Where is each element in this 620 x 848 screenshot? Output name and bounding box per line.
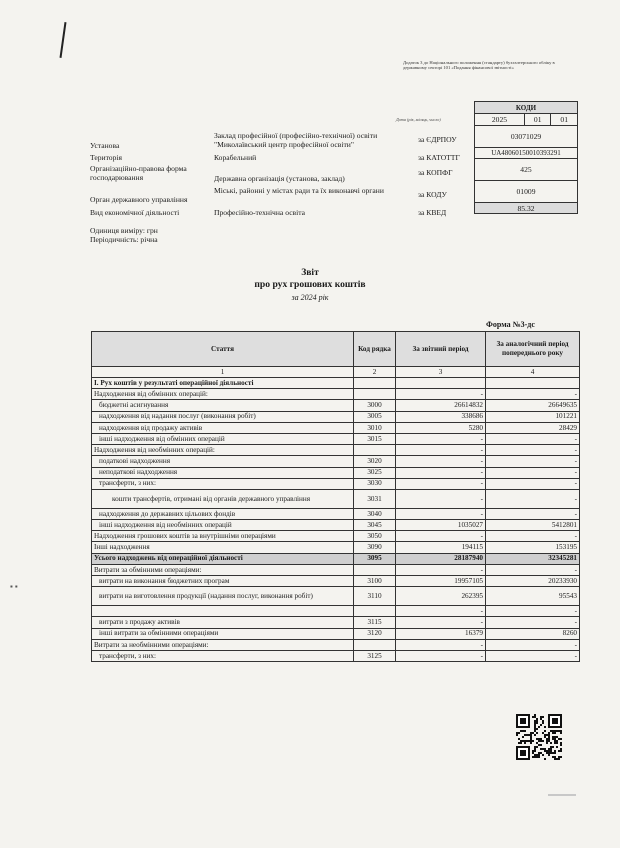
table-row: [92, 639, 580, 650]
col-number: 2: [354, 367, 396, 378]
row-code: [354, 378, 396, 389]
row-code: 3040: [354, 508, 396, 519]
table-row: [92, 606, 580, 617]
cash-flow-table: [91, 331, 579, 662]
table-row: [92, 587, 580, 606]
info-label: Орган державного управління: [90, 195, 188, 204]
table-row: [92, 628, 580, 639]
col-number: 1: [92, 367, 354, 378]
row-current-value: 19957105: [396, 576, 486, 587]
row-previous-value: -: [486, 478, 580, 489]
header-code: Код рядка: [354, 332, 396, 367]
row-code: [354, 606, 396, 617]
row-code: 3120: [354, 628, 396, 639]
table-row: [92, 467, 580, 478]
row-label: І. Рух коштів у результаті операційної діяльності: [92, 378, 354, 389]
date-year: 2025: [475, 114, 525, 126]
row-current-value: -: [396, 478, 486, 489]
row-code: [354, 445, 396, 456]
row-current-value: -: [396, 617, 486, 628]
codes-header: КОДИ: [475, 102, 578, 114]
row-code: 3005: [354, 411, 396, 422]
row-previous-value: -: [486, 650, 580, 661]
row-code: 3031: [354, 489, 396, 508]
table-row: [92, 456, 580, 467]
info-label: Установа: [90, 141, 120, 150]
row-label: інші витрати за обмінними операціями: [92, 628, 354, 639]
table-row: [92, 411, 580, 422]
code-edrpou: 03071029: [475, 126, 578, 148]
code-kopfg: 425: [475, 159, 578, 181]
code-kved: 85.32: [475, 203, 578, 214]
row-label: Усього надходжень від операційної діяльності: [92, 553, 354, 564]
row-code: 3000: [354, 400, 396, 411]
info-code-label: за КОПФГ: [418, 168, 453, 177]
row-code: [354, 389, 396, 400]
col-number: 4: [486, 367, 580, 378]
row-label: бюджетні асигнування: [92, 400, 354, 411]
row-current-value: -: [396, 508, 486, 519]
row-label: [92, 606, 354, 617]
info-code-label: за ЄДРПОУ: [418, 135, 457, 144]
table-row: [92, 576, 580, 587]
table-row: [92, 564, 580, 575]
row-current-value: -: [396, 531, 486, 542]
row-current-value: -: [396, 389, 486, 400]
table-header-row: [92, 332, 580, 367]
code-kodu: 01009: [475, 181, 578, 203]
report-title: Звіт: [301, 267, 319, 278]
report-subtitle: про рух грошових коштів: [254, 279, 366, 290]
row-code: 3090: [354, 542, 396, 553]
row-previous-value: -: [486, 639, 580, 650]
pen-mark: [60, 22, 67, 58]
column-number-row: [92, 367, 580, 378]
row-current-value: 194115: [396, 542, 486, 553]
codes-table: [474, 101, 578, 214]
info-value: Професійно-технічна освіта: [214, 208, 306, 217]
row-previous-value: 8260: [486, 628, 580, 639]
row-code: 3015: [354, 433, 396, 444]
row-previous-value: -: [486, 445, 580, 456]
row-code: [354, 639, 396, 650]
row-code: 3095: [354, 553, 396, 564]
info-label: Вид економічної діяльності: [90, 208, 180, 217]
row-current-value: -: [396, 639, 486, 650]
row-current-value: -: [396, 445, 486, 456]
unit-line: Одиниця виміру: грн: [90, 226, 158, 235]
row-code: 3025: [354, 467, 396, 478]
table-row: [92, 422, 580, 433]
row-label: Надходження від обмінних операцій:: [92, 389, 354, 400]
scan-artifact: [548, 794, 576, 796]
row-code: 3115: [354, 617, 396, 628]
row-previous-value: -: [486, 606, 580, 617]
unit-block: [90, 226, 158, 244]
row-code: 3020: [354, 456, 396, 467]
row-previous-value: -: [486, 389, 580, 400]
row-label: Інші надходження: [92, 542, 354, 553]
row-current-value: -: [396, 650, 486, 661]
info-value: Корабельний: [214, 153, 257, 162]
row-current-value: -: [396, 489, 486, 508]
row-label: кошти трансфертів, отримані від органів державного управління: [92, 489, 354, 508]
row-label: Витрати за необмінними операціями:: [92, 639, 354, 650]
row-label: інші надходження від обмінних операцій: [92, 433, 354, 444]
col-number: 3: [396, 367, 486, 378]
row-previous-value: [486, 378, 580, 389]
info-code-label: за КОДУ: [418, 190, 447, 199]
row-label: трансферти, з них:: [92, 478, 354, 489]
row-previous-value: 28429: [486, 422, 580, 433]
row-previous-value: 32345281: [486, 553, 580, 564]
row-code: 3045: [354, 520, 396, 531]
table-row: [92, 389, 580, 400]
row-code: 3030: [354, 478, 396, 489]
row-previous-value: -: [486, 433, 580, 444]
row-label: витрати на виконання бюджетних програм: [92, 576, 354, 587]
row-code: 3110: [354, 587, 396, 606]
table-row: [92, 478, 580, 489]
table-row: [92, 400, 580, 411]
row-previous-value: -: [486, 617, 580, 628]
row-previous-value: -: [486, 564, 580, 575]
table-row: [92, 433, 580, 444]
row-current-value: -: [396, 433, 486, 444]
row-current-value: -: [396, 456, 486, 467]
table-row: [92, 508, 580, 519]
row-current-value: 338686: [396, 411, 486, 422]
row-previous-value: -: [486, 456, 580, 467]
info-label: Територія: [90, 153, 122, 162]
info-value: Міські, районні у містах ради та їх виконавчі органи: [214, 186, 384, 195]
row-label: Витрати за обмінними операціями:: [92, 564, 354, 575]
row-current-value: [396, 378, 486, 389]
info-code-label: за КАТОТТГ: [418, 153, 460, 162]
row-previous-value: 26649635: [486, 400, 580, 411]
table-row: [92, 445, 580, 456]
row-current-value: 5280: [396, 422, 486, 433]
header-current: За звітний період: [396, 332, 486, 367]
row-current-value: -: [396, 467, 486, 478]
table-row: [92, 553, 580, 564]
info-label: Організаційно-правова форма господарювання: [90, 164, 187, 182]
row-label: витрати з продажу активів: [92, 617, 354, 628]
qr-code: [516, 714, 562, 760]
row-code: 3050: [354, 531, 396, 542]
period-line: Періодичність: річна: [90, 235, 158, 244]
row-current-value: -: [396, 606, 486, 617]
row-code: 3010: [354, 422, 396, 433]
row-previous-value: -: [486, 467, 580, 478]
row-previous-value: 153195: [486, 542, 580, 553]
table-row: [92, 520, 580, 531]
table-row: [92, 378, 580, 389]
code-katottg: UA48060150010393291: [475, 148, 578, 159]
info-value: Заклад професійної (професійно-технічної) освіти "Миколаївський центр професійної освіти": [214, 131, 378, 149]
row-label: надходження до державних цільових фондів: [92, 508, 354, 519]
row-label: Надходження від необмінних операцій:: [92, 445, 354, 456]
table-row: [92, 542, 580, 553]
row-current-value: 1035027: [396, 520, 486, 531]
row-current-value: 16379: [396, 628, 486, 639]
row-label: витрати на виготовлення продукції (надання послуг, виконання робіт): [92, 587, 354, 606]
row-previous-value: -: [486, 489, 580, 508]
row-current-value: 28187940: [396, 553, 486, 564]
row-previous-value: 95543: [486, 587, 580, 606]
row-previous-value: -: [486, 508, 580, 519]
row-previous-value: -: [486, 531, 580, 542]
report-period: за 2024 рік: [291, 293, 329, 302]
table-row: [92, 650, 580, 661]
row-current-value: -: [396, 564, 486, 575]
row-code: 3125: [354, 650, 396, 661]
date-month: 01: [524, 114, 551, 126]
scan-mark: ▪ ▪: [10, 582, 18, 591]
row-label: надходження від продажу активів: [92, 422, 354, 433]
table-row: [92, 531, 580, 542]
row-current-value: 26614832: [396, 400, 486, 411]
row-current-value: 262395: [396, 587, 486, 606]
info-value: Державна організація (установа, заклад): [214, 174, 345, 183]
table-row: [92, 489, 580, 508]
header-previous: За аналогічний період попереднього року: [486, 332, 580, 367]
row-code: 3100: [354, 576, 396, 587]
table-row: [92, 617, 580, 628]
info-code-label: за КВЕД: [418, 208, 447, 217]
row-label: інші надходження від необмінних операцій: [92, 520, 354, 531]
row-previous-value: 20233930: [486, 576, 580, 587]
row-label: надходження від надання послуг (виконання робіт): [92, 411, 354, 422]
header-article: Стаття: [92, 332, 354, 367]
date-day: 01: [551, 114, 578, 126]
row-previous-value: 5412801: [486, 520, 580, 531]
form-label: Форма №3-дс: [486, 320, 535, 329]
row-label: трансферти, з них:: [92, 650, 354, 661]
appendix-note: Додаток 3 до Національного положення (стандарту) бухгалтерського обліку в державному секторі 101 «Подання фінансової звітності»: [403, 60, 555, 71]
row-label: Надходження грошових коштів за внутрішніми операціями: [92, 531, 354, 542]
row-label: неподаткові надходження: [92, 467, 354, 478]
row-previous-value: 101221: [486, 411, 580, 422]
row-label: податкові надходження: [92, 456, 354, 467]
row-code: [354, 564, 396, 575]
date-caption: Дата (рік, місяць, число): [396, 117, 441, 122]
